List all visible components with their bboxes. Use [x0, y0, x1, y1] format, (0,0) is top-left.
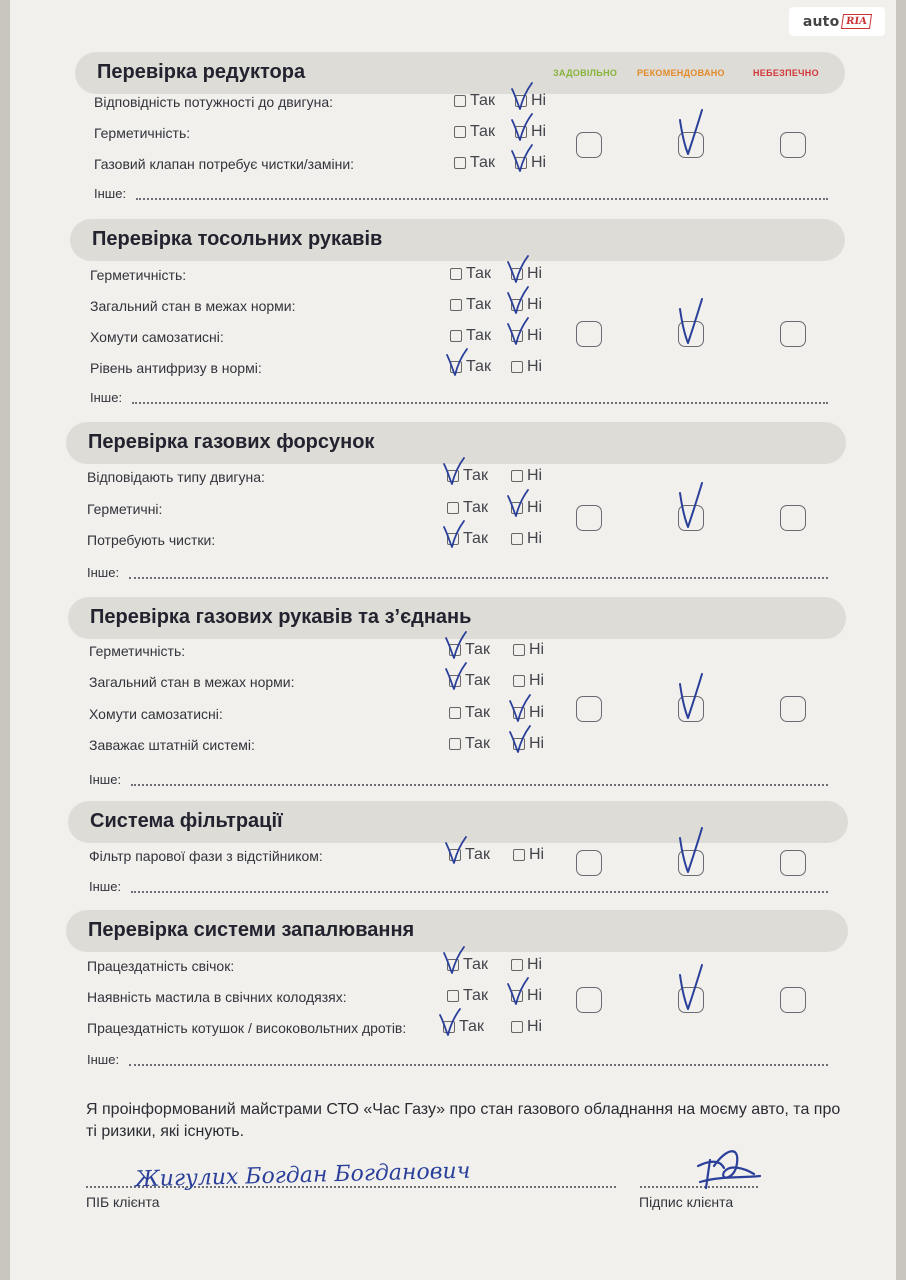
option-no-checkbox[interactable] [513, 846, 544, 864]
handwritten-check-icon [440, 943, 470, 977]
legend-recommended: РЕКОМЕНДОВАНО [637, 68, 725, 78]
rating-box-danger[interactable] [780, 696, 806, 722]
option-no-checkbox[interactable] [511, 358, 542, 376]
item-label: Герметичні: [87, 501, 163, 517]
option-no-checkbox[interactable] [511, 956, 542, 974]
handwritten-check-icon [442, 833, 472, 867]
section-title: Перевірка системи запалювання [88, 919, 415, 941]
option-label: Так [465, 846, 490, 863]
option-label: Так [465, 704, 490, 721]
option-label: Ні [531, 123, 547, 140]
option-yes-checkbox[interactable] [450, 327, 491, 345]
checkbox-square [511, 959, 523, 971]
rating-box-danger[interactable] [780, 132, 806, 158]
option-label: Ні [529, 704, 545, 721]
option-label: Так [466, 296, 491, 313]
handwritten-check-icon [504, 974, 534, 1008]
other-dotted-line [132, 402, 828, 404]
option-yes-checkbox[interactable] [454, 92, 495, 110]
item-label: Відповідають типу двигуна: [87, 469, 265, 485]
item-label: Потребують чистки: [87, 532, 216, 548]
item-label: Хомути самозатисні: [90, 329, 224, 345]
option-label: Ні [529, 672, 545, 689]
watermark-badge: RIA [841, 14, 872, 29]
option-no-checkbox[interactable] [513, 641, 544, 659]
option-yes-checkbox[interactable] [454, 123, 495, 141]
legend-ok: ЗАДОВІЛЬНО [553, 68, 618, 78]
option-label: Так [463, 956, 488, 973]
option-label: Ні [527, 987, 543, 1004]
option-label: Ні [527, 956, 543, 973]
option-label: Так [465, 641, 490, 658]
other-label: Інше: [87, 1052, 120, 1067]
handwritten-check-icon [508, 110, 538, 144]
client-signature-caption: Підпис клієнта [639, 1194, 734, 1210]
option-label: Так [470, 92, 495, 109]
option-label: Так [463, 467, 488, 484]
checkbox-square [449, 738, 461, 750]
section-title: Система фільтрації [90, 810, 283, 832]
option-yes-checkbox[interactable] [447, 987, 488, 1005]
rating-check-icon [674, 822, 708, 876]
option-yes-checkbox[interactable] [450, 265, 491, 283]
checkbox-square [450, 299, 462, 311]
rating-box-ok[interactable] [576, 987, 602, 1013]
option-label: Ні [529, 641, 545, 658]
item-label: Загальний стан в межах норми: [89, 674, 295, 690]
item-label: Працездатність свічок: [87, 958, 235, 974]
option-yes-checkbox[interactable] [449, 704, 490, 722]
checkbox-square [513, 675, 525, 687]
rating-box-danger[interactable] [780, 987, 806, 1013]
option-label: Так [466, 358, 491, 375]
other-dotted-line [136, 198, 828, 200]
option-label: Ні [527, 530, 543, 547]
option-label: Ні [527, 327, 543, 344]
rating-check-icon [674, 668, 708, 722]
section-title: Перевірка газових форсунок [88, 431, 375, 453]
option-label: Ні [531, 154, 547, 171]
autoria-watermark [789, 7, 885, 36]
option-label: Так [465, 735, 490, 752]
client-name-caption: ПІБ клієнта [86, 1194, 160, 1210]
handwritten-check-icon [504, 252, 534, 286]
rating-box-ok[interactable] [576, 505, 602, 531]
other-label: Інше: [89, 879, 122, 894]
checkbox-square [513, 849, 525, 861]
checkbox-square [513, 644, 525, 656]
option-label: Так [470, 154, 495, 171]
option-no-checkbox[interactable] [513, 672, 544, 690]
option-label: Так [466, 327, 491, 344]
other-dotted-line [131, 891, 828, 893]
checkbox-square [447, 990, 459, 1002]
option-label: Так [466, 265, 491, 282]
item-label: Фільтр парової фази з відстійником: [89, 848, 323, 864]
rating-box-ok[interactable] [576, 132, 602, 158]
section-header-bar [75, 52, 845, 94]
rating-check-icon [674, 477, 708, 531]
option-label: Так [463, 499, 488, 516]
checkbox-square [511, 361, 523, 373]
option-no-checkbox[interactable] [511, 1018, 542, 1036]
option-label: Ні [527, 499, 543, 516]
handwritten-check-icon [508, 141, 538, 175]
checkbox-square [511, 1021, 523, 1033]
client-signature [680, 1138, 770, 1198]
rating-check-icon [674, 104, 708, 158]
option-label: Ні [527, 467, 543, 484]
checkbox-square [450, 268, 462, 280]
option-label: Ні [529, 735, 545, 752]
handwritten-check-icon [442, 659, 472, 693]
checkbox-square [511, 470, 523, 482]
handwritten-check-icon [443, 345, 473, 379]
option-no-checkbox[interactable] [511, 530, 542, 548]
option-label: Ні [531, 92, 547, 109]
checkbox-square [454, 157, 466, 169]
option-yes-checkbox[interactable] [454, 154, 495, 172]
item-label: Рівень антифризу в нормі: [90, 360, 262, 376]
option-yes-checkbox[interactable] [447, 499, 488, 517]
item-label: Працездатність котушок / високовольтних дротів: [87, 1020, 407, 1036]
option-label: Так [459, 1018, 484, 1035]
handwritten-check-icon [506, 722, 536, 756]
handwritten-check-icon [508, 79, 538, 113]
item-label: Відповідність потужності до двигуна: [94, 94, 334, 110]
handwritten-check-icon [440, 517, 470, 551]
item-label: Хомути самозатисні: [89, 706, 223, 722]
handwritten-check-icon [506, 691, 536, 725]
other-dotted-line [131, 784, 828, 786]
item-label: Газовий клапан потребує чистки/заміни: [94, 156, 355, 172]
option-label: Так [463, 987, 488, 1004]
option-label: Ні [529, 846, 545, 863]
other-label: Інше: [87, 565, 120, 580]
option-yes-checkbox[interactable] [449, 735, 490, 753]
checkbox-square [447, 502, 459, 514]
rating-box-danger[interactable] [780, 505, 806, 531]
legend-danger: НЕБЕЗПЕЧНО [753, 68, 819, 78]
option-label: Ні [527, 358, 543, 375]
other-label: Інше: [94, 186, 127, 201]
checkbox-square [454, 126, 466, 138]
item-label: Герметичність: [90, 267, 187, 283]
checkbox-square [454, 95, 466, 107]
rating-box-ok[interactable] [576, 850, 602, 876]
section-title: Перевірка газових рукавів та з’єднань [90, 606, 472, 628]
option-label: Ні [527, 296, 543, 313]
other-label: Інше: [89, 772, 122, 787]
watermark-brand: auto [802, 13, 840, 30]
option-label: Так [465, 672, 490, 689]
option-label: Ні [527, 265, 543, 282]
item-label: Заважає штатній системі: [89, 737, 255, 753]
rating-box-ok[interactable] [576, 696, 602, 722]
section-title: Перевірка тосольних рукавів [92, 228, 383, 250]
section-title: Перевірка редуктора [97, 61, 306, 83]
item-label: Герметичність: [89, 643, 186, 659]
handwritten-check-icon [504, 283, 534, 317]
option-no-checkbox[interactable] [511, 467, 542, 485]
item-label: Герметичність: [94, 125, 191, 141]
client-name-handwritten: Жигулих Богдан Богданович [134, 1158, 471, 1193]
handwritten-check-icon [504, 314, 534, 348]
rating-box-danger[interactable] [780, 321, 806, 347]
option-label: Так [470, 123, 495, 140]
section-header-bar [70, 219, 845, 261]
rating-check-icon [674, 293, 708, 347]
item-label: Наявність мастила в свічних колодязях: [87, 989, 347, 1005]
checkbox-square [511, 533, 523, 545]
item-label: Загальний стан в межах норми: [90, 298, 296, 314]
other-dotted-line [129, 1064, 828, 1066]
checkbox-square [449, 707, 461, 719]
other-label: Інше: [90, 390, 123, 405]
option-label: Так [463, 530, 488, 547]
handwritten-check-icon [442, 628, 472, 662]
rating-box-danger[interactable] [780, 850, 806, 876]
checkbox-square [450, 330, 462, 342]
option-yes-checkbox[interactable] [450, 296, 491, 314]
option-label: Ні [527, 1018, 543, 1035]
other-dotted-line [129, 577, 828, 579]
handwritten-check-icon [440, 454, 470, 488]
handwritten-check-icon [504, 486, 534, 520]
rating-box-ok[interactable] [576, 321, 602, 347]
client-statement: Я проінформований майстрами СТО «Час Газу» про стан газового обладнання на моєму авто, та про ті ризики, які існують. [86, 1101, 841, 1140]
rating-check-icon [674, 959, 708, 1013]
handwritten-check-icon [436, 1005, 466, 1039]
